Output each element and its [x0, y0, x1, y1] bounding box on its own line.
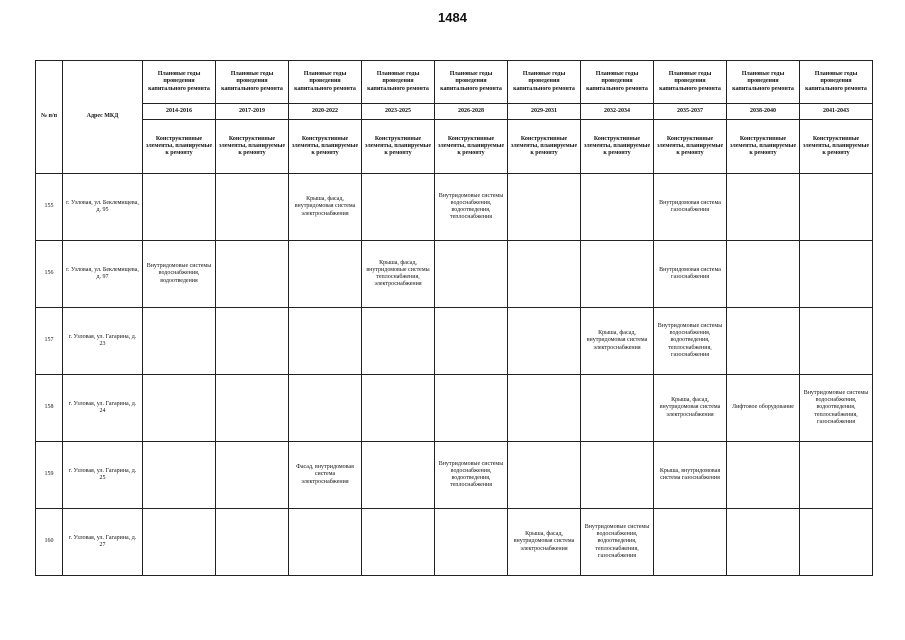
- capital-repair-plan-table: [35, 60, 873, 576]
- header-period: 2017-2019: [216, 104, 289, 120]
- repair-cell: [216, 375, 289, 442]
- repair-cell: Внутридомовая система газоснабжения: [654, 174, 727, 241]
- header-planned-years: Плановые годы проведения капитального ремонта: [143, 61, 216, 104]
- table-row: [36, 375, 873, 442]
- repair-cell: [143, 442, 216, 509]
- row-address: г. Узловая, ул. Гагарина, д. 24: [63, 375, 143, 442]
- repair-cell: [289, 509, 362, 576]
- repair-cell: Крыша, фасад, внутридомовая система электроснабжения: [654, 375, 727, 442]
- table-row: [36, 509, 873, 576]
- repair-cell: Внутридомовые системы водоснабжения, водоотведения, теплоснабжения, газоснабжения: [654, 308, 727, 375]
- repair-cell: Внутридомовые системы водоснабжения, водоотведения: [143, 241, 216, 308]
- header-elements: Конструктивные элементы, планируемые к ремонту: [289, 120, 362, 174]
- repair-cell: [362, 174, 435, 241]
- row-number: 156: [36, 241, 63, 308]
- header-elements: Конструктивные элементы, планируемые к ремонту: [216, 120, 289, 174]
- row-address: г. Узловая, ул. Беклемищева, д. 95: [63, 174, 143, 241]
- repair-cell: [435, 509, 508, 576]
- repair-cell: [143, 509, 216, 576]
- row-number: 155: [36, 174, 63, 241]
- repair-cell: [216, 241, 289, 308]
- repair-cell: [508, 174, 581, 241]
- repair-cell: [727, 442, 800, 509]
- repair-cell: Внутридомовая система газоснабжения: [654, 241, 727, 308]
- header-planned-years: Плановые годы проведения капитального ремонта: [216, 61, 289, 104]
- table-row: [36, 241, 873, 308]
- repair-cell: Крыша, фасад, внутридомовые системы теплоснабжения, электроснабжения: [362, 241, 435, 308]
- repair-cell: [435, 375, 508, 442]
- repair-cell: Внутридомовые системы водоснабжения, водоотведения, теплоснабжения, газоснабжения: [800, 375, 873, 442]
- repair-cell: [581, 174, 654, 241]
- header-planned-years: Плановые годы проведения капитального ремонта: [508, 61, 581, 104]
- repair-cell: Крыша, внутридомовая система газоснабжения: [654, 442, 727, 509]
- repair-cell: [727, 241, 800, 308]
- page-number: 1484: [438, 10, 467, 25]
- repair-cell: [362, 308, 435, 375]
- header-elements: Конструктивные элементы, планируемые к ремонту: [800, 120, 873, 174]
- header-elements: Конструктивные элементы, планируемые к ремонту: [581, 120, 654, 174]
- header-elements: Конструктивные элементы, планируемые к ремонту: [143, 120, 216, 174]
- repair-cell: [727, 174, 800, 241]
- repair-cell: [362, 509, 435, 576]
- repair-cell: [800, 241, 873, 308]
- row-number: 157: [36, 308, 63, 375]
- row-number: 158: [36, 375, 63, 442]
- row-address: г. Узловая, ул. Гагарина, д. 25: [63, 442, 143, 509]
- repair-cell: Внутридомовые системы водоснабжения, водоотведения, теплоснабжения: [435, 442, 508, 509]
- repair-cell: Крыша, фасад, внутридомовая система электроснабжения: [508, 509, 581, 576]
- repair-cell: [581, 241, 654, 308]
- header-planned-years: Плановые годы проведения капитального ремонта: [362, 61, 435, 104]
- repair-cell: [143, 174, 216, 241]
- repair-cell: [216, 308, 289, 375]
- header-planned-years: Плановые годы проведения капитального ремонта: [289, 61, 362, 104]
- table-row: [36, 174, 873, 241]
- table-row: [36, 442, 873, 509]
- header-elements: Конструктивные элементы, планируемые к ремонту: [362, 120, 435, 174]
- header-period: 2041-2043: [800, 104, 873, 120]
- repair-cell: [216, 509, 289, 576]
- repair-cell: Внутридомовые системы водоснабжения, водоотведения, теплоснабжения, газоснабжения: [581, 509, 654, 576]
- header-period: 2014-2016: [143, 104, 216, 120]
- row-number: 159: [36, 442, 63, 509]
- repair-cell: [435, 308, 508, 375]
- row-address: г. Узловая, ул. Беклемищева, д. 97: [63, 241, 143, 308]
- repair-cell: [362, 375, 435, 442]
- repair-cell: [143, 375, 216, 442]
- repair-cell: [508, 308, 581, 375]
- repair-cell: [581, 442, 654, 509]
- header-elements: Конструктивные элементы, планируемые к ремонту: [435, 120, 508, 174]
- repair-cell: [216, 442, 289, 509]
- header-elements: Конструктивные элементы, планируемые к ремонту: [727, 120, 800, 174]
- repair-cell: [800, 174, 873, 241]
- header-period: 2032-2034: [581, 104, 654, 120]
- repair-cell: [508, 375, 581, 442]
- header-planned-years: Плановые годы проведения капитального ремонта: [435, 61, 508, 104]
- repair-cell: Лифтовое оборудование: [727, 375, 800, 442]
- header-address: Адрес МКД: [63, 61, 143, 174]
- repair-cell: [508, 241, 581, 308]
- header-elements: Конструктивные элементы, планируемые к ремонту: [508, 120, 581, 174]
- header-planned-years: Плановые годы проведения капитального ремонта: [727, 61, 800, 104]
- repair-cell: [581, 375, 654, 442]
- header-period: 2026-2028: [435, 104, 508, 120]
- table-row: [36, 308, 873, 375]
- repair-cell: [143, 308, 216, 375]
- header-period: 2023-2025: [362, 104, 435, 120]
- repair-cell: [800, 308, 873, 375]
- repair-cell: [435, 241, 508, 308]
- row-address: г. Узловая, ул. Гагарина, д. 27: [63, 509, 143, 576]
- repair-cell: Фасад, внутридомовая система электроснабжения: [289, 442, 362, 509]
- repair-cell: [727, 509, 800, 576]
- repair-cell: [800, 509, 873, 576]
- repair-cell: Крыша, фасад, внутридомовая система электроснабжения: [581, 308, 654, 375]
- header-elements: Конструктивные элементы, планируемые к ремонту: [654, 120, 727, 174]
- repair-cell: [289, 308, 362, 375]
- header-num: № п/п: [36, 61, 63, 174]
- header-period: 2035-2037: [654, 104, 727, 120]
- repair-cell: [727, 308, 800, 375]
- header-planned-years: Плановые годы проведения капитального ремонта: [800, 61, 873, 104]
- repair-cell: Крыша, фасад, внутридомовая система электроснабжения: [289, 174, 362, 241]
- repair-cell: [362, 442, 435, 509]
- repair-cell: [800, 442, 873, 509]
- repair-cell: Внутридомовые системы водоснабжения, водоотведения, теплоснабжения: [435, 174, 508, 241]
- header-period: 2020-2022: [289, 104, 362, 120]
- repair-cell: [508, 442, 581, 509]
- header-planned-years: Плановые годы проведения капитального ремонта: [654, 61, 727, 104]
- repair-cell: [216, 174, 289, 241]
- repair-cell: [654, 509, 727, 576]
- row-address: г. Узловая, ул. Гагарина, д. 23: [63, 308, 143, 375]
- row-number: 160: [36, 509, 63, 576]
- repair-cell: [289, 375, 362, 442]
- header-period: 2038-2040: [727, 104, 800, 120]
- repair-cell: [289, 241, 362, 308]
- header-period: 2029-2031: [508, 104, 581, 120]
- header-planned-years: Плановые годы проведения капитального ремонта: [581, 61, 654, 104]
